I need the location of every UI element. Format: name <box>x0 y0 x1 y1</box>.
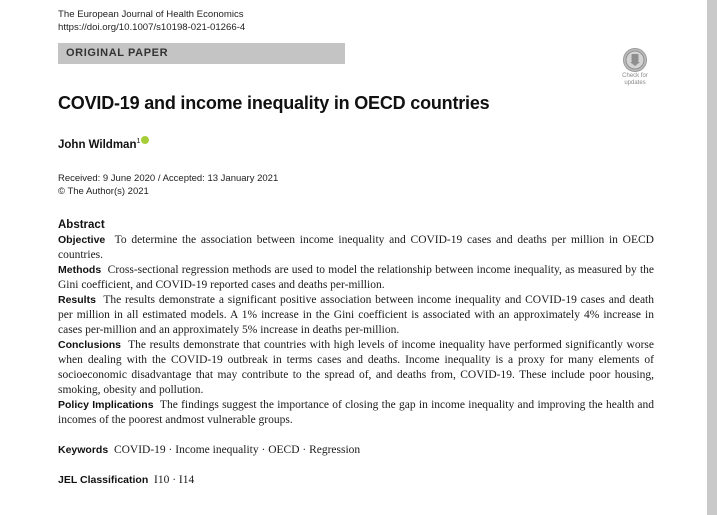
author-affiliation-marker: 1 <box>136 138 141 146</box>
abstract-policy-implications <box>58 398 654 428</box>
section-text: The results demonstrate that countries with high levels of income inequality have performed significantly worse when dealing with the COVID-19 outbreak in terms cases and deaths. Income inequality is a proxy for many elements of socioeconomic disadvantage that may contribute to the spread of, and deaths from, COVID-19. These include poor housing, smoking, obesity and pollution. <box>58 339 654 396</box>
author-name[interactable]: John Wildman <box>58 139 137 151</box>
journal-name: The European Journal of Health Economics <box>58 9 244 20</box>
author-line <box>58 136 149 151</box>
keywords-line <box>58 444 360 456</box>
section-label: Policy Implications <box>58 399 154 411</box>
section-label: Results <box>58 294 96 306</box>
section-label: Methods <box>58 264 102 276</box>
jel-codes: I10 · I14 <box>154 474 195 486</box>
article-type-label: ORIGINAL PAPER <box>66 47 169 59</box>
abstract-heading: Abstract <box>58 219 105 231</box>
publication-dates <box>58 173 278 198</box>
jel-label: JEL Classification <box>58 474 149 486</box>
abstract-methods <box>58 263 654 293</box>
copyright-notice: © The Author(s) 2021 <box>58 185 149 197</box>
keywords-text: COVID-19 · Income inequality · OECD · Regression <box>113 444 361 456</box>
journal-header <box>58 8 245 34</box>
abstract-conclusions <box>58 338 654 398</box>
abstract-results <box>58 293 654 338</box>
section-text: Cross-sectional regression methods are used to model the relationship between income inequality, as measured by the Gini coefficient, and COVID-19 reported cases and deaths per-million. <box>58 264 654 291</box>
keywords-label: Keywords <box>58 444 109 456</box>
section-text: To determine the association between income inequality and COVID-19 cases and deaths per million in OECD countries. <box>58 234 654 261</box>
article-type-banner <box>58 43 345 64</box>
section-label: Conclusions <box>58 339 122 351</box>
check-for-updates-badge[interactable] <box>618 48 652 84</box>
section-text: The findings suggest the importance of closing the gap in income inequality and improving the health and incomes of the poorest andmost vulnerable groups. <box>58 399 654 426</box>
window-edge <box>707 0 717 515</box>
orcid-icon[interactable] <box>141 136 149 144</box>
check-updates-icon <box>623 48 647 72</box>
paper-title: COVID-19 and income inequality in OECD countries <box>58 93 490 113</box>
section-text: The results demonstrate a significant positive association between income inequality and COVID-19 cases and death per million in all estimated models. A 1% increase in the Gini coefficient is associated with an approximately 4% increase in cases per-million and an approximately 5% increase in deaths per-million. <box>58 294 654 336</box>
section-label: Objective <box>58 234 106 246</box>
check-updates-text: Check for updates <box>622 73 648 86</box>
received-accepted-dates: Received: 9 June 2020 / Accepted: 13 January 2021 <box>58 173 279 184</box>
doi-link[interactable]: https://doi.org/10.1007/s10198-021-01266-4 <box>58 22 246 33</box>
abstract-objective <box>58 233 654 263</box>
jel-classification-line <box>58 474 194 486</box>
abstract <box>58 218 654 428</box>
